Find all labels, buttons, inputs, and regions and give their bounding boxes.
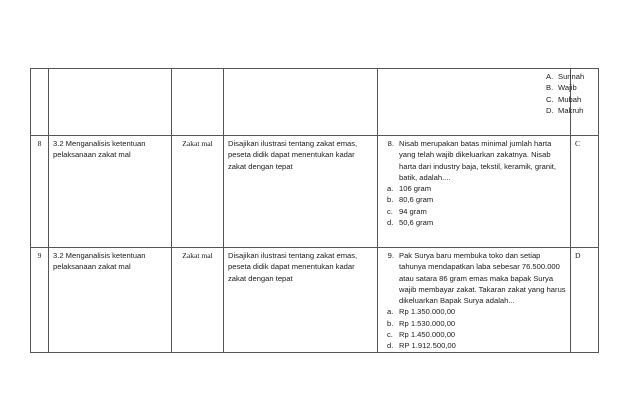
option-item: B. Wajib <box>546 83 577 93</box>
option-item: a. 106 gram <box>387 184 432 194</box>
indikator-cell <box>224 69 378 136</box>
question-number: 9. <box>387 251 394 260</box>
question-cell <box>378 136 571 248</box>
materi-cell <box>172 69 224 136</box>
question-text: Nisab merupakan batas minimal jumlah harta yang telah wajib dikeluarkan zakatnya. Nisab harta dari industry baja, tekstil, keramik, granit, batik, adalah.... <box>399 139 557 182</box>
option-item: b. 80,6 gram <box>387 195 434 205</box>
question-text: Pak Surya baru membuka toko dan setiap tahunya mendapatkan laba sebesar 76.500.000 atau satara 86 gram emas maka bapak Surya wajib membayar zakat. Takaran zakat yang harus dikeluarkan Bapak Surya adalah... <box>399 251 566 306</box>
kd-cell: 3.2 Menganalisis ketentuan pelaksanaan zakat mal <box>49 136 172 248</box>
row-number: 9 <box>31 248 49 353</box>
option-item: c. Rp 1.450.000,00 <box>387 330 456 340</box>
indikator-cell: Disajikan ilustrasi tentang zakat emas, peseta didik dapat menentukan kadar zakat dengan tepat <box>224 136 378 248</box>
option-item: b. Rp 1.530.000,00 <box>387 318 456 328</box>
row-number: 8 <box>31 136 49 248</box>
materi-cell: Zakat mal <box>172 248 224 353</box>
table-row <box>31 248 599 353</box>
answer-key-cell: C <box>571 136 599 248</box>
table-row <box>31 136 599 248</box>
materi-cell: Zakat mal <box>172 136 224 248</box>
question-item <box>382 250 566 352</box>
question-item <box>382 138 566 228</box>
question-number: 8. <box>387 139 394 148</box>
answer-options <box>387 306 566 351</box>
question-grid-table <box>30 68 599 353</box>
answer-key-cell: D <box>571 248 599 353</box>
kd-cell: 3.2 Menganalisis ketentuan pelaksanaan zakat mal <box>49 248 172 353</box>
option-item: d. RP 1.912.500,00 <box>387 341 456 351</box>
option-item: A. Sunnah <box>546 72 585 81</box>
option-item: c. 94 gram <box>387 206 427 216</box>
option-item: d. 50,6 gram <box>387 218 434 228</box>
question-cell <box>378 69 585 136</box>
question-cell <box>378 248 571 353</box>
option-item: a. Rp 1.350.000,00 <box>387 307 456 317</box>
row-number <box>31 69 49 136</box>
kd-cell <box>49 69 172 136</box>
option-item: C. Mubah <box>546 94 582 104</box>
answer-options <box>382 71 585 116</box>
option-item: D. Makruh <box>546 105 584 115</box>
answer-options <box>387 183 566 228</box>
indikator-cell: Disajikan ilustrasi tentang zakat emas, peseta didik dapat menentukan kadar zakat dengan tepat <box>224 248 378 353</box>
table-row <box>31 69 599 136</box>
